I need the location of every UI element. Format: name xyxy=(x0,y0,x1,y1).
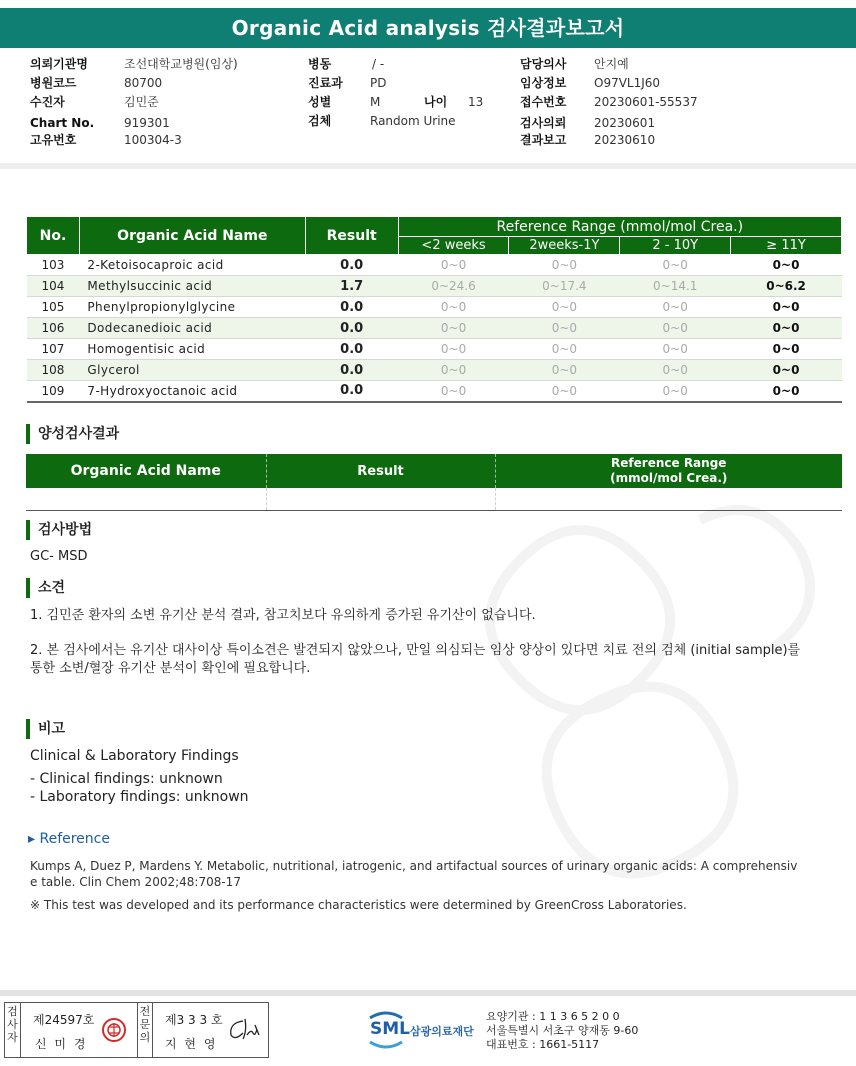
findings-paragraph-2a: 2. 본 검사에서는 유기산 대사이상 특이소견은 발견되지 않았으나, 만일 의심되는 임상 양상이 있다면 치료 전의 검체 (initial sample)를 xyxy=(30,643,801,658)
row-range: 0~0 xyxy=(731,255,842,276)
row-range: 0~0 xyxy=(620,381,731,402)
label: 검체 xyxy=(308,114,332,128)
row-name: 2-Ketoisocaproic acid xyxy=(79,255,305,276)
row-range: 0~0 xyxy=(509,339,620,360)
row-range: 0~0 xyxy=(509,360,620,381)
value: 80700 xyxy=(124,76,163,90)
row-range: 0~0 xyxy=(620,339,731,360)
label: 병동 xyxy=(308,57,332,71)
findings-heading: 소견 xyxy=(26,578,65,598)
row-no: 107 xyxy=(27,339,80,360)
row-range: 0~0 xyxy=(398,255,509,276)
row-result: 0.0 xyxy=(305,318,398,339)
row-range: 0~24.6 xyxy=(398,276,509,297)
row-range: 0~0 xyxy=(620,297,731,318)
ref-line-2: (mmol/mol Crea.) xyxy=(610,471,728,485)
table-row xyxy=(27,318,842,339)
row-result: 0.0 xyxy=(305,381,398,402)
row-no: 104 xyxy=(27,276,80,297)
table-row xyxy=(27,297,842,318)
reference-citation-1: Kumps A, Duez P, Mardens Y. Metabolic, nutritional, iatrogenic, and artifactual sources of urinary organic acids: A comprehensiv xyxy=(30,859,798,873)
table-row xyxy=(27,255,842,276)
empty-cell xyxy=(266,488,495,510)
row-name: Dodecanedioic acid xyxy=(79,318,305,339)
col-name: Organic Acid Name xyxy=(26,454,266,488)
col-no: No. xyxy=(27,217,80,255)
signature-icon xyxy=(225,1015,265,1045)
col-range-2weeks-1y: 2weeks-1Y xyxy=(509,237,620,255)
row-name: Methylsuccinic acid xyxy=(79,276,305,297)
results-table xyxy=(26,216,842,403)
value: 20230601 xyxy=(594,116,656,130)
lab-line-2: 서울특별시 서초구 양재동 9-60 xyxy=(486,1024,639,1037)
row-range: 0~14.1 xyxy=(620,276,731,297)
seal-stamp-icon xyxy=(101,1017,127,1043)
reference-note: ※ This test was developed and its performance characteristics were determined by GreenCross Laboratories. xyxy=(30,898,687,912)
row-result: 0.0 xyxy=(305,297,398,318)
value: 20230601-55537 xyxy=(594,95,698,109)
row-range: 0~0 xyxy=(731,360,842,381)
empty-cell xyxy=(495,488,842,510)
value: Random Urine xyxy=(370,114,456,128)
col-reference-range xyxy=(495,454,842,488)
positive-results-heading: 양성검사결과 xyxy=(26,424,119,444)
row-range: 0~0 xyxy=(620,255,731,276)
value: 안지예 xyxy=(594,57,629,71)
row-result: 0.0 xyxy=(305,339,398,360)
row-range: 0~0 xyxy=(509,381,620,402)
row-range: 0~0 xyxy=(731,318,842,339)
row-range: 0~0 xyxy=(731,339,842,360)
row-range: 0~0 xyxy=(509,318,620,339)
signature-box xyxy=(4,1002,269,1058)
label: 성별 xyxy=(308,95,332,109)
value: M xyxy=(370,95,381,109)
row-range: 0~0 xyxy=(398,339,509,360)
positive-results-table xyxy=(26,454,842,511)
value: O97VL1J60 xyxy=(594,76,661,90)
findings-paragraph-1: 1. 김민준 환자의 소변 유기산 분석 결과, 참고치보다 유의하게 증가된 유기산이 없습니다. xyxy=(30,608,536,623)
row-result: 0.0 xyxy=(305,360,398,381)
logo-text: SML xyxy=(370,1019,410,1039)
label: 고유번호 xyxy=(30,133,77,147)
value: 20230610 xyxy=(594,133,656,147)
col-result: Result xyxy=(266,454,495,488)
label: 진료과 xyxy=(308,76,343,90)
table-row xyxy=(27,381,842,402)
findings-paragraph-2b: 통한 소변/혈장 유기산 분석이 확인에 필요합니다. xyxy=(30,661,311,676)
col-range-under-2-weeks: <2 weeks xyxy=(398,237,509,255)
row-no: 105 xyxy=(27,297,80,318)
row-name: Phenylpropionylglycine xyxy=(79,297,305,318)
remarks-heading: 비고 xyxy=(26,719,65,739)
inspector-name: 신 미 경 xyxy=(35,1037,88,1051)
empty-cell xyxy=(26,488,266,510)
inspector-label: 검사자 xyxy=(5,1003,21,1057)
footer-divider xyxy=(0,990,856,996)
row-range: 0~0 xyxy=(731,297,842,318)
lab-line-3: 대표번호 : 1661-5117 xyxy=(486,1038,600,1051)
row-range: 0~0 xyxy=(620,318,731,339)
table-row xyxy=(27,339,842,360)
col-result: Result xyxy=(305,217,398,255)
row-range: 0~0 xyxy=(731,381,842,402)
table-row xyxy=(27,276,842,297)
row-no: 106 xyxy=(27,318,80,339)
label: Chart No. xyxy=(30,116,95,130)
label: 접수번호 xyxy=(520,95,567,109)
label: 담당의사 xyxy=(520,57,567,71)
method-heading: 검사방법 xyxy=(26,520,92,540)
row-range: 0~0 xyxy=(509,297,620,318)
row-name: Homogentisic acid xyxy=(79,339,305,360)
lab-address xyxy=(486,1010,638,1052)
label: 나이 xyxy=(424,95,448,109)
value: 조선대학교병원(임상) xyxy=(124,57,238,71)
label: 임상정보 xyxy=(520,76,567,90)
value: 김민준 xyxy=(124,95,159,109)
inspector-license: 제24597호 xyxy=(33,1013,95,1027)
row-no: 103 xyxy=(27,255,80,276)
value: 919301 xyxy=(124,116,170,130)
row-name: 7-Hydroxyoctanoic acid xyxy=(79,381,305,402)
value: PD xyxy=(370,76,387,90)
col-range-2-10y: 2 - 10Y xyxy=(620,237,731,255)
col-range-11y-plus: ≥ 11Y xyxy=(731,237,842,255)
ref-line-1: Reference Range xyxy=(611,456,727,470)
row-range: 0~0 xyxy=(398,360,509,381)
row-range: 0~0 xyxy=(509,255,620,276)
row-range: 0~17.4 xyxy=(509,276,620,297)
remarks-line-3: - Laboratory findings: unknown xyxy=(30,789,249,805)
patient-info xyxy=(0,55,856,165)
reference-citation-2: e table. Clin Chem 2002;48:708-17 xyxy=(30,875,241,889)
row-range: 0~0 xyxy=(620,360,731,381)
table-row xyxy=(27,360,842,381)
method-value: GC- MSD xyxy=(30,549,88,564)
row-no: 109 xyxy=(27,381,80,402)
row-result: 0.0 xyxy=(305,255,398,276)
lab-line-1: 요양기관 : 1 1 3 6 5 2 0 0 xyxy=(486,1010,620,1023)
col-name: Organic Acid Name xyxy=(79,217,305,255)
lab-logo xyxy=(366,1010,484,1054)
value: 13 xyxy=(468,95,484,109)
row-no: 108 xyxy=(27,360,80,381)
doctor-name: 지 현 영 xyxy=(165,1037,218,1051)
reference-heading: ▸ Reference xyxy=(28,831,110,847)
row-name: Glycerol xyxy=(79,360,305,381)
value: 100304-3 xyxy=(124,133,182,147)
row-range: 0~6.2 xyxy=(731,276,842,297)
table-row xyxy=(26,488,842,510)
remarks-line-1: Clinical & Laboratory Findings xyxy=(30,748,239,764)
row-range: 0~0 xyxy=(398,381,509,402)
label: 검사의뢰 xyxy=(520,116,567,130)
value: / - xyxy=(372,57,385,71)
doctor-label: 전문의 xyxy=(137,1003,153,1057)
label: 결과보고 xyxy=(520,133,567,147)
lab-name: 삼광의료재단 xyxy=(410,1025,474,1038)
row-range: 0~0 xyxy=(398,318,509,339)
report-title: Organic Acid analysis 검사결과보고서 xyxy=(0,8,856,48)
row-result: 1.7 xyxy=(305,276,398,297)
label: 병원코드 xyxy=(30,76,77,90)
label: 수진자 xyxy=(30,95,65,109)
remarks-line-2: - Clinical findings: unknown xyxy=(30,771,223,787)
row-range: 0~0 xyxy=(398,297,509,318)
doctor-license: 제3 3 3 호 xyxy=(165,1013,223,1027)
col-reference-range: Reference Range (mmol/mol Crea.) xyxy=(398,217,841,237)
label: 의뢰기관명 xyxy=(30,57,88,71)
divider-band xyxy=(0,163,856,169)
